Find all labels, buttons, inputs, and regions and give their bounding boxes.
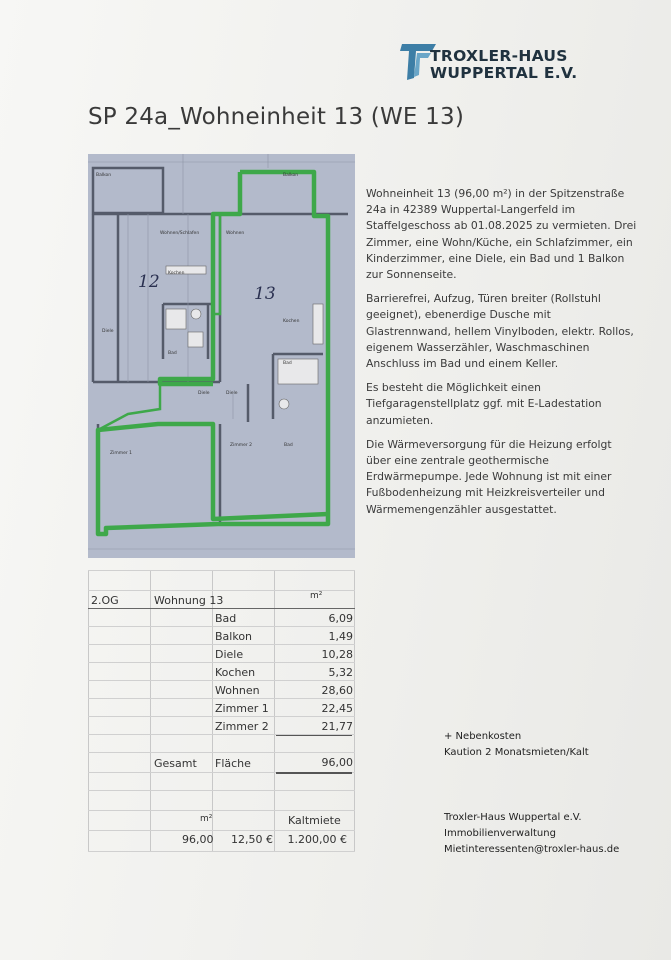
floor-label: 2.OG xyxy=(91,594,119,607)
page-title: SP 24a_Wohneinheit 13 (WE 13) xyxy=(88,104,465,130)
description-paragraph: Es besteht die Möglichkeit einen Tiefgaragenstellplatz ggf. mit E-Ladestation anzumieten. xyxy=(366,381,602,427)
room-name: Zimmer 2 xyxy=(215,720,269,733)
description-paragraph: Barrierefrei, Aufzug, Türen breiter (Rollstuhl geeignet), ebenerdige Dusche mit Glastrennwand, hellem Vinylboden, elektr. Rollos, eigenem Wasserzähler, Waschmaschinen Anschluss im Bad und einem Keller. xyxy=(366,292,634,371)
description-paragraph: Wohneinheit 13 (96,00 m²) in der Spitzenstraße 24a in 42389 Wuppertal-Langerfeld im Staffelgeschoss ab 01.08.2025 zu vermieten. Drei Zimmer, eine Wohn/Küche, ein Schlafzimmer, ein Kinderzimmer, eine Diele, ein Bad und 1 Balkon zur Sonnenseite. xyxy=(366,187,637,282)
unit-area-header: m² xyxy=(310,591,323,601)
room-name: Zimmer 1 xyxy=(215,702,269,715)
plan-room-label: Kochen xyxy=(283,319,300,324)
deposit-line: Kaution 2 Monatsmieten/Kalt xyxy=(444,747,589,758)
logo-line-1: TROXLER-HAUS xyxy=(430,47,568,65)
unit-description xyxy=(366,186,638,526)
room-name: Diele xyxy=(215,648,244,661)
total-area: 96,00 xyxy=(321,756,353,769)
additional-costs-line: + Nebenkosten xyxy=(444,731,522,742)
unit-label: Wohnung 13 xyxy=(154,594,224,607)
total-label: Gesamt xyxy=(154,757,197,770)
room-area: 6,09 xyxy=(328,612,353,625)
plan-room-label: Bad xyxy=(168,351,177,356)
contact-org: Troxler-Haus Wuppertal e.V. xyxy=(444,812,582,823)
room-area: 10,28 xyxy=(321,648,353,661)
room-name: Balkon xyxy=(215,630,253,643)
description-paragraph: Die Wärmeversorgung für die Heizung erfolgt über eine zentrale geothermische Erdwärmepumpe. Jede Wohnung ist mit einer Fußbodenheizung mit Heizkreisverteiler und Wärmemengenzähler ausgestattet. xyxy=(366,437,612,516)
room-name: Kochen xyxy=(215,666,256,679)
unit-12-label: 12 xyxy=(138,272,160,292)
total-area-label: Fläche xyxy=(215,757,251,770)
plan-room-label: Wohnen xyxy=(226,231,245,236)
troxler-haus-logo xyxy=(400,40,600,88)
footer-price-per-m2: 12,50 € xyxy=(231,833,273,846)
plan-room-label: Zimmer 1 xyxy=(110,451,133,456)
room-area: 5,32 xyxy=(328,666,353,679)
footer-cold-rent: 1.200,00 € xyxy=(287,833,347,846)
plan-room-label: Wohnen/Schlafen xyxy=(160,231,200,236)
logo-text xyxy=(430,48,577,82)
footer-m2-header: m² xyxy=(200,814,213,824)
plan-room-label: Balkon xyxy=(283,173,299,178)
floor-plan xyxy=(88,154,355,558)
room-area: 28,60 xyxy=(321,684,353,697)
room-name: Bad xyxy=(215,612,237,625)
room-area: 22,45 xyxy=(321,702,353,715)
footer-rent-header: Kaltmiete xyxy=(288,814,341,827)
plan-room-label: Kochen xyxy=(168,271,185,276)
plan-room-label: Balkon xyxy=(96,173,112,178)
additional-costs xyxy=(444,729,589,761)
room-area: 21,77 xyxy=(321,720,353,733)
contact-block xyxy=(444,810,619,858)
plan-room-label: Diele xyxy=(198,391,210,396)
room-area: 1,49 xyxy=(328,630,353,643)
plan-room-label: Bad xyxy=(283,361,292,366)
room-name: Wohnen xyxy=(215,684,260,697)
footer-m2-value: 96,00 xyxy=(182,833,214,846)
unit-13-label: 13 xyxy=(254,284,276,304)
logo-line-2: WUPPERTAL E.V. xyxy=(430,64,578,82)
plan-room-label: Diele xyxy=(102,329,114,334)
plan-room-label: Bad xyxy=(284,443,293,448)
contact-dept: Immobilienverwaltung xyxy=(444,828,556,839)
plan-room-label: Diele xyxy=(226,391,238,396)
plan-room-label: Zimmer 2 xyxy=(230,443,253,448)
contact-email: Mietinteressenten@troxler-haus.de xyxy=(444,844,620,855)
area-table xyxy=(88,570,355,852)
